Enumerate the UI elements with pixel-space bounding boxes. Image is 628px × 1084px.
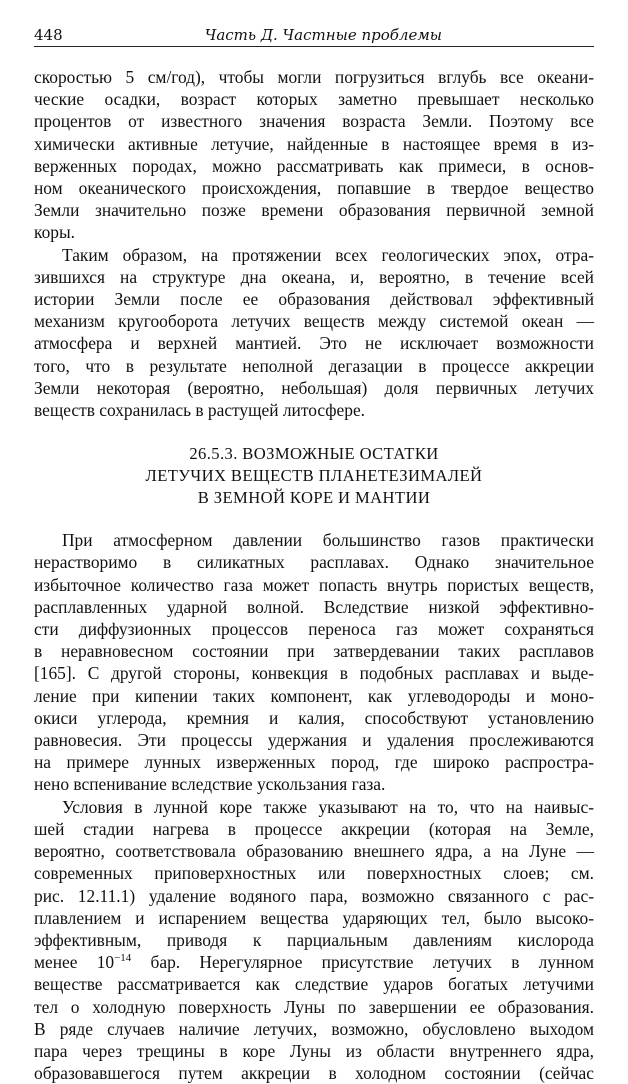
text-line: истории Земли после ее образования действовал эффективный [34,289,594,310]
part-title: Часть Д. Частные проблемы [204,26,442,44]
text-fragment: бар. Нерегулярное присутствие летучих в лунном [150,952,594,973]
text-line: Земли некоторая (вероятно, небольшая) доля первичных летучих [34,377,594,398]
text-line: веществе рассматривается как следствие ударов богатых летучими [34,974,594,995]
text-line: коры. [34,222,75,243]
text-line: ление при кипении таких компонент, как углеводороды и моно- [34,685,594,706]
text-line: скоростью 5 см/год), чтобы могли погрузиться вглубь все океани- [34,67,594,87]
text-line: вероятно, соответствовала образованию внешнего ядра, а на Луне — [34,841,594,862]
text-line: плавлением и испарением вещества ударяющих тел, было высоко- [34,907,594,928]
text-line: ном океанического происхождения, попавшие в твердое вещество [34,178,594,199]
text-line: в неравновесном состоянии при затвердевании таких расплавов [34,641,594,662]
text-line: современных приповерхностных или поверхностных слоев; см. [34,863,594,884]
text-line: сти диффузионных процессов переноса газ может сохраняться [34,619,594,640]
text-line: равновесия. Эти процессы удержания и удаления прослеживаются [34,730,594,751]
text-line: эффективным, приводя к парциальным давлениям кислорода [34,929,594,950]
text-line: Условия в лунной коре также указывают на то, что на наивыс- [62,796,594,817]
text-line: тел о холодную поверхность Луны по завершении ее образования. [34,996,594,1017]
section-heading [34,443,594,509]
text-line: на примере лунных изверженных пород, где широко распростра- [34,752,594,773]
text-line-with-exponent [34,951,594,973]
paragraph-4 [34,796,594,1084]
text-line: Земли значительно позже времени образования первичной земной [34,200,594,221]
text-line: того, что в результате неполной дегазации в процессе аккреции [34,355,594,376]
text-line: образовавшегося путем аккреции в холодном состоянии (сейчас [34,1063,594,1084]
text-line: В ряде случаев наличие летучих, возможно, обусловлено выходом [34,1018,594,1039]
text-line: веществ сохранилась в растущей литосфере. [34,400,366,421]
text-fragment: менее 10 [34,952,115,973]
text-line: механизм кругооборота летучих веществ между системой океан — [34,311,594,332]
text-line: избыточное количество газа может попасть внутрь пористых веществ, [34,574,594,595]
text-line: При атмосферном давлении большинство газов практически [62,530,594,551]
text-line: ческие осадки, возраст которых заметно превышает несколько [34,89,594,110]
text-line: рис. 12.11.1) удаление водяного пара, возможно связанного с рас- [34,885,594,906]
section-heading-line: ЛЕТУЧИХ ВЕЩЕСТВ ПЛАНЕТЕЗИМАЛЕЙ [145,466,483,486]
text-line: Таким образом, на протяжении всех геологических эпох, отра- [62,244,594,265]
text-line: нено вспенивание вследствие ускользания газа. [34,774,386,795]
text-line: процентов от известного значения возраста Земли. Поэтому все [34,111,594,132]
text-line: химически активные летучие, найденные в настоящее время в из- [34,133,594,154]
text-line: окиси углерода, кремния и калия, способствуют установлению [34,707,594,728]
body-text [34,66,594,1084]
text-line: зившихся на структуре дна океана, и, вероятно, в течение всей [34,266,594,287]
section-heading-line: 26.5.3. ВОЗМОЖНЫЕ ОСТАТКИ [189,444,439,464]
text-line: шей стадии нагрева в процессе аккреции (которая на Земле, [34,818,594,839]
text-line: пара через трещины в коре Луны из области внутреннего ядра, [34,1040,594,1061]
text-line: атмосфера и верхней мантией. Это не исключает возможности [34,333,594,354]
page-number: 448 [34,26,63,44]
text-line: верженных породах, можно рассматривать как примеси, в основ- [34,155,594,176]
paragraph-1 [34,66,594,244]
paragraph-3 [34,529,594,795]
text-line: расплавленных ударной волной. Вследствие низкой эффективно- [34,596,594,617]
text-line: нерастворимо в силикатных расплавах. Однако значительное [34,552,594,573]
paragraph-2 [34,244,594,422]
running-head [34,24,594,47]
exponent: −14 [114,952,132,965]
text-line: [165]. С другой стороны, конвекция в подобных расплавах и выде- [34,663,594,684]
section-heading-line: В ЗЕМНОЙ КОРЕ И МАНТИИ [197,488,431,508]
